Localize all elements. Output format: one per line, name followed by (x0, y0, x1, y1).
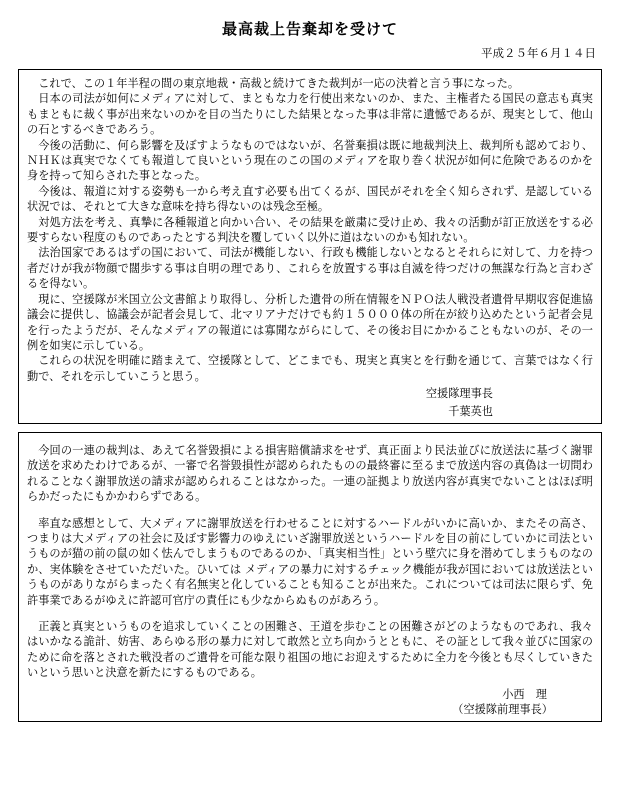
statement-paragraph: これで、この１年半程の間の東京地裁・高裁と続けてきた裁判が一応の決着と言う事になった。 (38, 77, 520, 90)
statement-paragraph: これらの状況を明確に踏まえて、空援隊として、どこまでも、現実と真実とを行動を通じて、言葉ではなく行動で、それを示していこうと思う。 (27, 354, 593, 383)
commentary-box (18, 432, 602, 723)
commentary-paragraph: 今回の一連の裁判は、あえて名誉毀損による損害賠償請求をせず、真正面より民法並びに放送法に基づく謝罪放送を求めたわけであるが、一審で名誉毀損性が認められたものの最終審に至るまで放送内容の真偽は一切問われることなく謝罪放送の請求が認められることはなかった。一連の証拠より放送内容が真実でないことはほぼ明らかだったにもかかわらずである。 (27, 443, 593, 504)
document-date: 平成２５年６月１４日 (481, 46, 596, 60)
statement-paragraph: 現に、空援隊が米国立公文書館より取得し、分析した遺骨の所在情報をＮＰＯ法人戦没者遺骨早期収容促進協議会に提供し、協議会が記者会見して、北マリアナだけでも約１５０００体の所在が絞り込めたという記者会見を行ったようだが、そんなメディアの報道には寡聞ながらにして、その後お目にかかることもないのが、その一例を如実に示している。 (27, 292, 593, 352)
statement-paragraph: 今後の活動に、何ら影響を及ぼすようなものではないが、名誉棄損は既に地裁判決上、裁判所も認めており、ＮＨＫは真実でなくても報道して良いという現在のこの国のメディアを取り巻く状況が如何に危険であるのかを身を持って知らされた事となった。 (27, 138, 593, 183)
statement-paragraph: 対処方法を考え、真摯に各種報道と向かい合い、その結果を厳粛に受け止め、我々の活動が訂正放送をする必要すらない程度のものであったとする判決を覆していく以外に道はないのかも知れない。 (27, 215, 593, 245)
statement-paragraph: 今後は、報道に対する姿勢も一から考え直す必要も出てくるが、国民がそれを全く知らされず、是認している状況では、それとて大きな意味を持ち得ないのは残念至極。 (27, 184, 593, 214)
commentary-paragraph: 率直な感想として、大メディアに謝罪放送を行わせることに対するハードルがいかに高いか、またその高さ、つまりは大メディアの社会に及ぼす影響力のゆえにいざ謝罪放送というハードルを目の前にしていかに司法というものが猫の前の鼠の如く怯んでしまうものであるのか、「真実相当性」という壁穴に身を潜めてしまうものなのか、実体験をさせていただいた。ひいては メディアの暴力に対するチェック機能が我が国においては放送法というものがありながらまったく有名無実と化していることも知ることが出来た。これについては司法に限らず、免許事業であるがゆえに許認可官庁の責任にも少なからぬものがあろう。 (27, 516, 593, 607)
commentary-paragraph: 正義と真実というものを追求していくことの困難さ、王道を歩むことの困難さがどのようなものであれ、我々はいかなる詭計、妨害、あらゆる形の暴力に対して敢然と立ち向かうとともに、その証として我々並びに国家のために命を落とされた戦没者のご遺骨を可能な限り祖国の地にお迎えするために全力を今後とも尽くしていきたいという思いと決意を新たにするものである。 (27, 620, 593, 680)
statement-signature-name: 千葉英也 (448, 404, 493, 418)
statement-paragraph: 日本の司法が如何にメディアに対して、まともな力を行使出来ないのか、また、主権者たる国民の意志も真実もまともに裁く事が出来ないのかを目の当たりにした結果となった事は非常に遺憾であるが、現実として、他山の石とするべきであろう。 (27, 92, 593, 137)
statement-paragraph: 法治国家であるはずの国において、司法が機能しない、行政も機能しないとなるとそれらに対して、力を持つ者だけが我が物顔で闊歩する事は自明の理であり、これらを放置する事は自滅を待つだけの無謀な行為と言わざるを得ない。 (27, 246, 593, 291)
chairman-statement-box (18, 69, 602, 424)
commentary-signature-title: （空援隊前理事長） (452, 703, 553, 717)
document-title: 最高裁上告棄却を受けて (221, 20, 398, 38)
commentary-signature-name: 小西 理 (502, 687, 547, 701)
statement-signature-title: 空援隊理事長 (425, 387, 493, 401)
